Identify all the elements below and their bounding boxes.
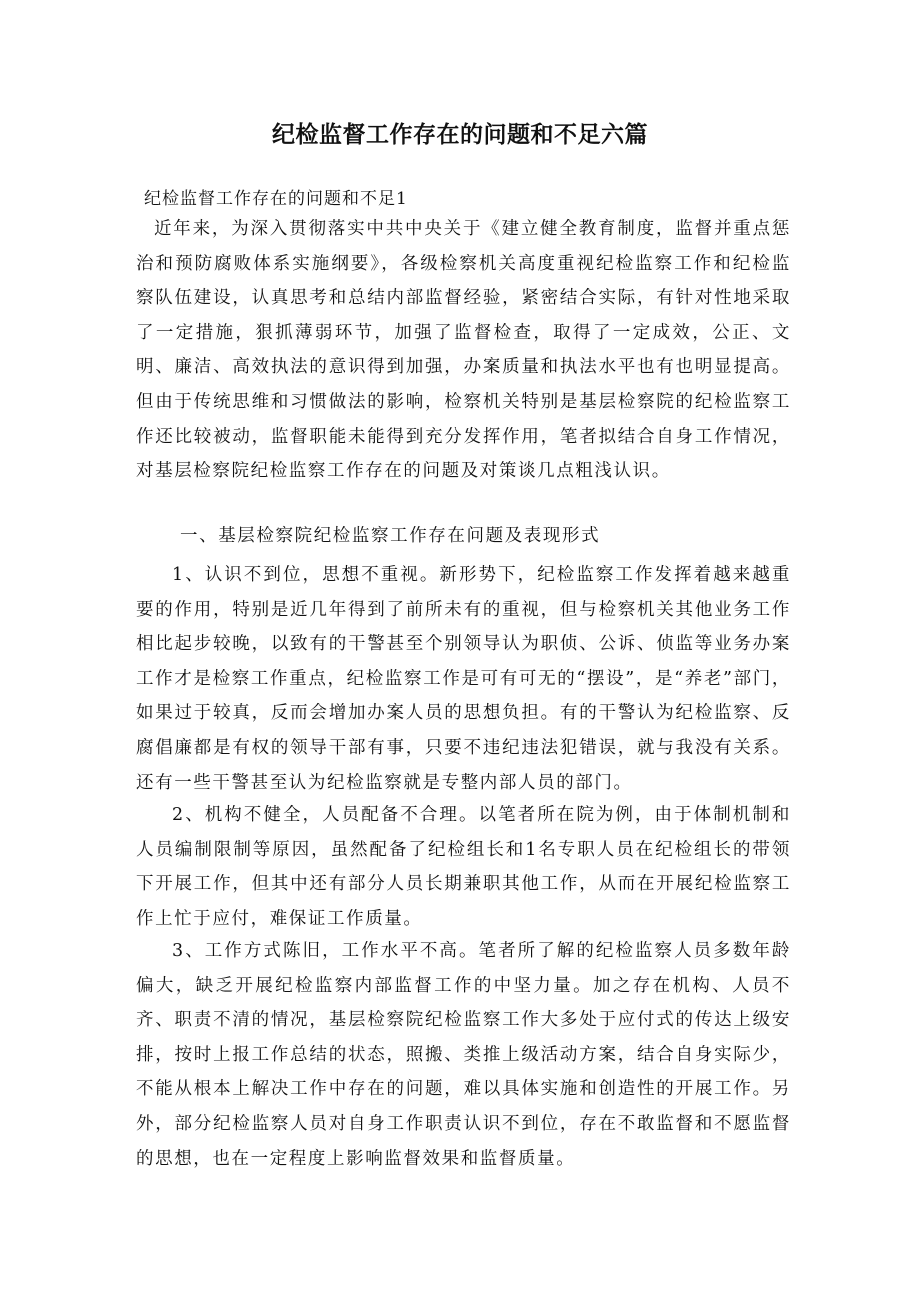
document-subtitle: 纪检监督工作存在的问题和不足1	[144, 189, 408, 209]
paragraph-point-2: 2、机构不健全，人员配备不合理。以笔者所在院为例，由于体制机制和人员编制限制等原因，虽然配备了纪检组长和1名专职人员在纪检组长的带领下开展工作，但其中还有部分人员长期兼职其他工作，从而在开展纪检监察工作上忙于应付，难保证工作质量。	[136, 805, 791, 929]
paragraph-point-1: 1、认识不到位，思想不重视。新形势下，纪检监察工作发挥着越来越重要的作用，特别是近几年得到了前所未有的重视，但与检察机关其他业务工作相比起步较晚，以致有的干警甚至个别领导认为职侦、公诉、侦监等业务办案工作才是检察工作重点，纪检监察工作是可有可无的“摆设”，是“养老”部门，如果过于较真，反而会增加办案人员的思想负担。有的干警认为纪检监察、反腐倡廉都是有权的领导干部有事，只要不违纪违法犯错误，就与我没有关系。还有一些干警甚至认为纪检监察就是专整内部人员的部门。	[136, 565, 791, 793]
document-title: 纪检监督工作存在的问题和不足六篇	[272, 122, 648, 148]
paragraph-point-3: 3、工作方式陈旧，工作水平不高。笔者所了解的纪检监察人员多数年龄偏大，缺乏开展纪检监察内部监督工作的中坚力量。加之存在机构、人员不齐、职责不清的情况，基层检察院纪检监察工作大多处于应付式的传达上级安排，按时上报工作总结的状态，照搬、类推上级活动方案，结合自身实际少，不能从根本上解决工作中存在的问题，难以具体实施和创造性的开展工作。另外，部分纪检监察人员对自身工作职责认识不到位，存在不敢监督和不愿监督的思想，也在一定程度上影响监督效果和监督质量。	[136, 941, 791, 1169]
section-heading: 一、基层检察院纪检监察工作存在问题及表现形式	[180, 526, 601, 546]
paragraph-intro: 近年来，为深入贯彻落实中共中央关于《建立健全教育制度，监督并重点惩治和预防腐败体系实施纲要》，各级检察机关高度重视纪检监察工作和纪检监察队伍建设，认真思考和总结内部监督经验，紧密结合实际，有针对性地采取了一定措施，狠抓薄弱环节，加强了监督检查，取得了一定成效，公正、文明、廉洁、高效执法的意识得到加强，办案质量和执法水平也有也明显提高。但由于传统思维和习惯做法的影响，检察机关特别是基层检察院的纪检监察工作还比较被动，监督职能未能得到充分发挥作用，笔者拟结合自身工作情况，对基层检察院纪检监察工作存在的问题及对策谈几点粗浅认识。	[136, 219, 791, 482]
